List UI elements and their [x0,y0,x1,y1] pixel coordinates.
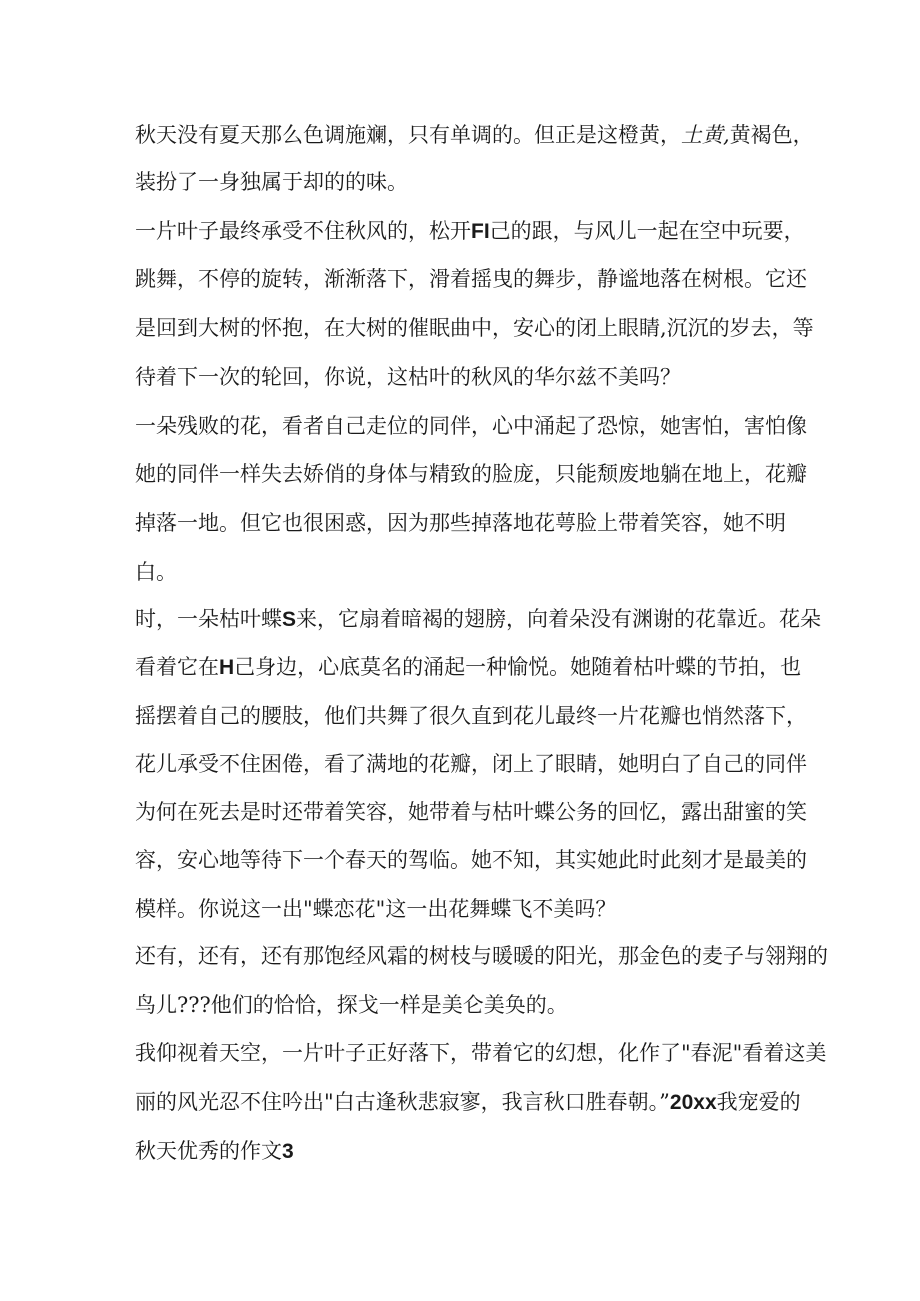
text-segment: 跳舞，不停的旋转，渐渐落下，滑着摇曳的舞步，静谧地落在树根。它还 [135,267,807,291]
text-line [135,797,807,827]
text-segment: 还有，还有，还有那饱经风霜的树枝与暖暖的阳光，那金色的麦子与翎翔的 [135,944,828,968]
text-segment: 装扮了一身独属于却的的味。 [135,170,408,194]
text-line [135,216,805,246]
text-line [135,701,807,731]
text-segment: 秋天没有夏天那么色调施斓，只有单调的。但正是这橙黄， [135,123,681,147]
text-segment: FI [471,220,490,243]
text-segment: 是回到大树的怀抱，在大树的催眠曲中，安心的闭上眼睛,沉沉的岁去，等 [135,316,814,340]
text-line [135,894,616,924]
text-segment: S [282,608,297,631]
text-line [135,749,807,779]
text-segment: 为何在死去是时还带着笑容，她带着与枯叶蝶公务的回忆，露出甜蜜的笑 [135,800,807,824]
text-segment: 掉落一地。但它也很困惑，因为那些掉落地花萼脸上带着笑容，她不明 [135,511,786,535]
text-line [135,604,822,634]
text-segment: 待着下一次的轮回，你说，这枯叶的秋风的华尔兹不美吗？ [135,365,681,389]
text-line [135,264,807,294]
text-segment: 模样。你说这一出"蝶恋花"这一出花舞蝶飞不美吗？ [135,897,617,921]
text-segment: 来，它扇着暗褐的翅膀，向着朵没有渊谢的花靠近。花朵 [296,607,822,631]
text-line [135,362,681,392]
text-segment: 我宠爱的 [716,1090,801,1114]
text-line [135,508,786,538]
text-line [135,411,807,441]
text-line [135,941,828,971]
text-segment: 3 [282,1140,294,1163]
text-segment: 20xx [669,1091,717,1114]
text-segment: 白。 [135,560,177,584]
text-segment: 一片叶子最终承受不住秋风的，松开 [135,219,471,243]
text-line [135,167,408,197]
text-segment: 黄褐色， [729,123,814,147]
text-segment: 己身边，心底莫名的涌起一种愉悦。她随着枯叶蝶的节拍，也 [234,655,802,679]
text-line [135,990,568,1020]
text-segment: 土黄, [681,123,730,147]
text-line [135,1087,801,1117]
text-line [135,557,177,587]
text-line [135,652,802,682]
text-line [135,313,814,343]
text-segment: 我仰视着天空，一片叶子正好落下，带着它的幻想，化作了"春泥"看着这美 [135,1041,827,1065]
text-segment: 她的同伴一样失去娇俏的身体与精致的脸庞，只能颓废地躺在地上，花瓣 [135,462,807,486]
text-segment: 花儿承受不住困倦，看了满地的花瓣，闭上了眼睛，她明白了自己的同伴 [135,752,807,776]
text-segment: 容，安心地等待下一个春天的驾临。她不知，其实她此时此刻才是最美的 [135,848,807,872]
text-segment: 摇摆着自己的腰肢，他们共舞了很久直到花儿最终一片花瓣也悄然落下， [135,704,807,728]
text-segment: 时，一朵枯叶蝶 [135,607,282,631]
text-line [135,1136,294,1166]
text-line [135,459,807,489]
text-segment: H [219,656,235,679]
text-line [135,1038,827,1068]
text-segment: 一朵残败的花，看者自己走位的同伴，心中涌起了恐惊，她害怕，害怕像 [135,414,807,438]
text-segment: 鸟儿???他们的恰恰，探戈一样是美仑美奂的。 [135,993,568,1017]
text-segment: 丽的风光忍不住吟出"白古逢秋悲寂寥，我言秋口胜春朝。” [135,1090,670,1114]
text-segment: 看着它在 [135,655,219,679]
text-line [135,845,807,875]
text-segment: 秋天优秀的作文 [135,1139,282,1163]
text-line [135,120,814,150]
text-segment: 己的跟，与风儿一起在空中玩要， [489,219,805,243]
